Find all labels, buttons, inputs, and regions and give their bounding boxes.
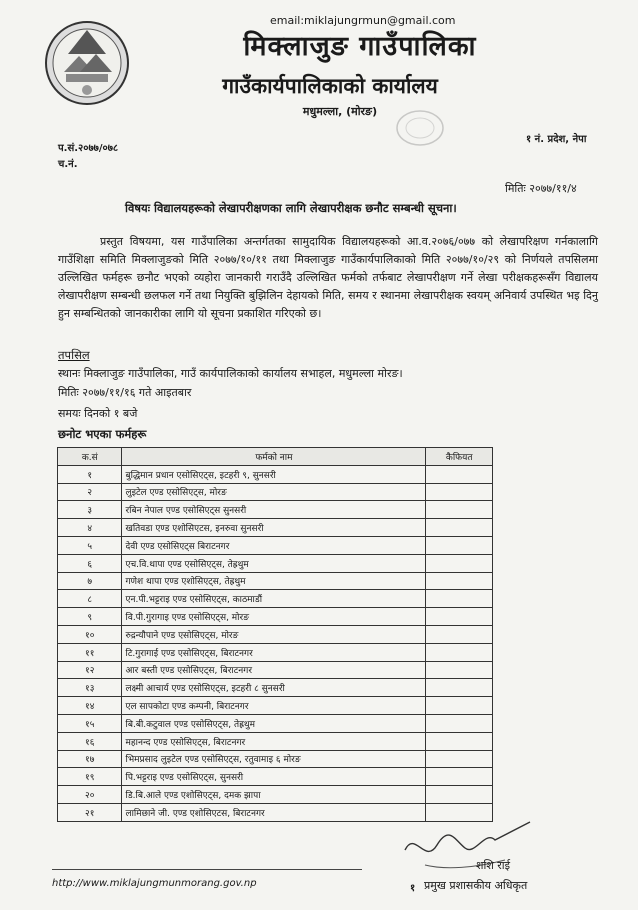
notice-body [58,233,598,323]
firm-name-cell: गणेश थापा एण्ड एशोसिएट्स, तेह्रथुम [122,572,426,590]
firm-name-cell: एन.पी.भट्टराइ एण्ड एसोसिएट्स, काठमाडौं [122,590,426,608]
remarks-cell [426,536,493,554]
page-number: १ [410,883,416,894]
selected-firms-heading: छनोट भएका फर्महरू [58,427,147,441]
meeting-date: मितिः २०७७/११/१६ गते आइतबार [58,386,192,399]
firm-name-cell: एल सापकोटा एण्ड कम्पनी, बिराटनगर [122,697,426,715]
firm-name-cell: वि.पी.गुरागाइ एण्ड एसोसिएट्स, मोरङ [122,608,426,626]
column-header-sn: क.सं [58,448,122,466]
remarks-cell [426,465,493,483]
table-row [58,590,493,608]
remarks-cell [426,786,493,804]
table-row [58,750,493,768]
remarks-cell [426,643,493,661]
serial-number-cell: १२ [58,661,122,679]
firm-name-cell: पि.भट्टराइ एण्ड एसोसिएट्स, सुनसरी [122,768,426,786]
municipality-title: मिक्लाजुङ गाउँपालिका [243,31,477,62]
remarks-cell [426,608,493,626]
serial-number-cell: १ [58,465,122,483]
serial-number-cell: १५ [58,714,122,732]
serial-number-cell: ६ [58,554,122,572]
firm-name-cell: एच.वि.थापा एण्ड एसोसिएट्स, तेह्रथुम [122,554,426,572]
firm-name-cell: भिमप्रसाद लुइटेल एण्ड एसोसिएट्स, रतुवामाइ ६ मोरङ [122,750,426,768]
column-header-firm-name: फर्मको नाम [122,448,426,466]
remarks-cell [426,572,493,590]
firm-name-cell: देवी एण्ड एसोसिएट्स बिराटनगर [122,536,426,554]
notice-subject: विषयः विद्यालयहरूको लेखापरीक्षणका लागि लेखापरीक्षक छनौट सम्बन्धी सूचना। [125,201,457,215]
remarks-cell [426,554,493,572]
government-emblem-logo [44,20,130,106]
remarks-cell [426,714,493,732]
table-row [58,501,493,519]
serial-number-cell: ७ [58,572,122,590]
serial-number-cell: ३ [58,501,122,519]
serial-number-cell: ९ [58,608,122,626]
serial-number-cell: २० [58,786,122,804]
serial-number-cell: ८ [58,590,122,608]
table-row [58,679,493,697]
serial-number-cell: २ [58,483,122,501]
table-row [58,768,493,786]
remarks-cell [426,519,493,537]
table-row [58,465,493,483]
table-row [58,625,493,643]
firm-name-cell: रबिन नेपाल एण्ड एसोसिएट्स सुनसरी [122,501,426,519]
table-row [58,519,493,537]
table-row [58,732,493,750]
notice-date: मितिः २०७७/११/४ [505,182,577,195]
table-row [58,572,493,590]
table-row [58,786,493,804]
firm-name-cell: आर बस्ती एण्ड एसोसिएट्स, बिराटनगर [122,661,426,679]
table-row [58,608,493,626]
firm-name-cell: बि.बी.कटुवाल एण्ड एसोसिएट्स, तेह्रथुम [122,714,426,732]
remarks-cell [426,590,493,608]
email-address: email:miklajungrmun@gmail.com [270,14,456,27]
table-row [58,554,493,572]
remarks-cell [426,483,493,501]
serial-number-cell: ५ [58,536,122,554]
table-header-row [58,448,493,466]
column-header-remarks: कैफियत [426,448,493,466]
remarks-cell [426,501,493,519]
meeting-location: स्थानः मिक्लाजुङ गाउँपालिका, गाउँ कार्यपालिकाको कार्यालय सभाहल, मधुमल्ला मोरङ। [58,367,403,380]
table-row [58,661,493,679]
remarks-cell [426,679,493,697]
handwritten-signature [395,810,535,880]
firm-name-cell: बुद्धिमान प्रधान एसोसिएट्स, इटहरी ९, सुनसरी [122,465,426,483]
serial-number-cell: ४ [58,519,122,537]
selected-firms-table [57,447,493,822]
table-row [58,697,493,715]
table-row [58,536,493,554]
reference-number: प.सं.२०७७/०७८ [58,143,119,154]
office-title: गाउँकार्यपालिकाको कार्यालय [222,74,438,98]
remarks-cell [426,732,493,750]
table-row [58,643,493,661]
serial-number-cell: २१ [58,803,122,821]
dispatch-number: च.नं. [58,159,78,170]
province-label: १ नं. प्रदेश, नेपा [526,134,587,145]
remarks-cell [426,697,493,715]
firm-name-cell: महानन्द एण्ड एसोसिएट्स, बिराटनगर [122,732,426,750]
serial-number-cell: १४ [58,697,122,715]
serial-number-cell: १० [58,625,122,643]
serial-number-cell: ११ [58,643,122,661]
remarks-cell [426,625,493,643]
meeting-time: समयः दिनको १ बजे [58,407,138,420]
firm-name-cell: लक्ष्मी आचार्य एण्ड एसोसिएट्स, इटहरी ८ सुनसरी [122,679,426,697]
details-heading: तपसिल [58,348,90,362]
table-row [58,483,493,501]
serial-number-cell: १७ [58,750,122,768]
signatory-name: शशि राई [476,859,511,872]
remarks-cell [426,768,493,786]
office-address: मधुमल्ला, (मोरङ) [302,105,378,118]
remarks-cell [426,750,493,768]
firm-name-cell: रुद्रन्यौपाने एण्ड एसोसिएट्स, मोरङ [122,625,426,643]
table-row [58,714,493,732]
office-stamp-mark [395,108,445,148]
notice-body-text: प्रस्तुत विषयमा, यस गाउँपालिका अन्तर्गतका सामुदायिक विद्यालयहरूको आ.व.२०७६/०७७ को लेखापरिक्षण गर्नकालागि गाउँशिक्षा समिति मिक्लाजुङको मिति २०७७/१०/११ तथा मिक्लाजुङ गाउँकार्यपालिकाको मिति २०७७/१०/२९ को निर्णयले तपसिलमा उल्लिखित फर्महरू छनौट भएको व्यहोरा जानकारी गराउँदै उल्लिखित फर्मको तर्फबाट लेखापरीक्षण गर्ने लेखा परीक्षकहरूसँग विद्यालय लेखापरीक्षण सम्बन्धी छलफल गर्ने तथा नियुक्ति बुझिलिन देहायको मिति, समय र स्थानमा लेखापरीक्षक स्वयम् अनिवार्य उपस्थित भइ दिनु हुन सम्बन्धितको जानकारीका लागि यो सूचना प्रकाशित गरिएको छ। [58,235,598,320]
firm-name-cell: खतिवडा एण्ड एशोसिएटस, इनरुवा सुनसरी [122,519,426,537]
firm-name-cell: टि.गुरागाई एण्ड एसोसिएट्स, बिराटनगर [122,643,426,661]
serial-number-cell: १३ [58,679,122,697]
serial-number-cell: १६ [58,732,122,750]
firm-name-cell: लामिछाने जी. एण्ड एशोसिएटस, बिराटनगर [122,803,426,821]
remarks-cell [426,661,493,679]
serial-number-cell: १९ [58,768,122,786]
firm-name-cell: डि.बि.आले एण्ड एशोसिएट्स, दमक झापा [122,786,426,804]
footer-divider [52,869,362,870]
website-link[interactable]: http://www.miklajungmunmorang.gov.np [52,878,257,889]
firm-name-cell: लुइटेल एण्ड एसोसिएट्स, मोरङ [122,483,426,501]
signatory-title: प्रमुख प्रशासकीय अधिकृत [424,879,528,892]
